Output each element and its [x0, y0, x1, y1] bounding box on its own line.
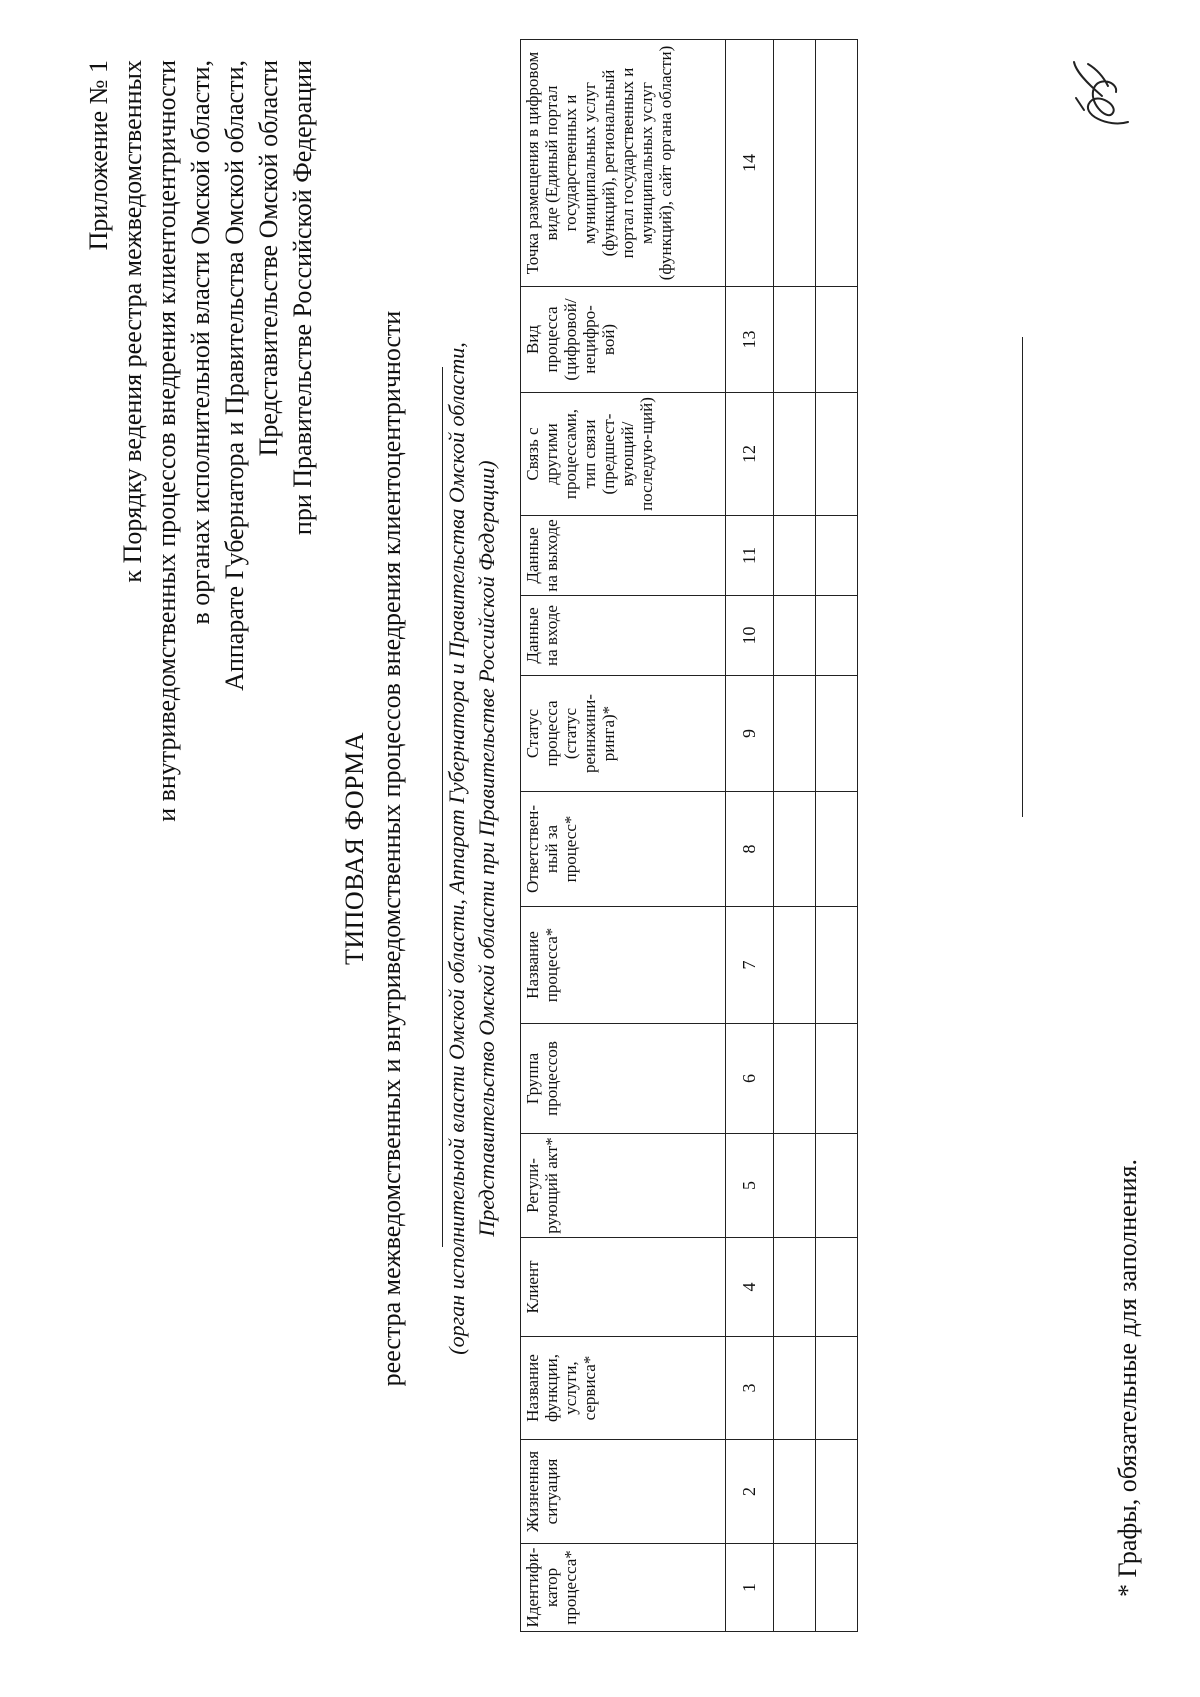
column-number: 4 — [726, 1238, 774, 1337]
header-cell: Ответствен-ный за процесс* — [521, 792, 726, 907]
empty-cell — [774, 676, 816, 792]
empty-cell — [816, 516, 858, 596]
entity-caption: Представительство Омской области при Правительстве Российской Федерации) — [474, 460, 499, 1237]
empty-table-row — [816, 40, 858, 1632]
empty-cell — [816, 1440, 858, 1544]
header-cell: Идентифи-катор процесса* — [521, 1544, 726, 1632]
column-number: 10 — [726, 596, 774, 676]
column-number: 13 — [726, 287, 774, 393]
empty-cell — [774, 287, 816, 393]
column-number: 14 — [726, 40, 774, 287]
empty-cell — [774, 1238, 816, 1337]
handwritten-signature — [1068, 57, 1136, 132]
empty-cell — [816, 393, 858, 516]
header-cell: Данные на выходе — [521, 516, 726, 596]
header-cell: Название процесса* — [521, 907, 726, 1024]
header-cell: Жизненная ситуация — [521, 1440, 726, 1544]
header-cell: Клиент — [521, 1238, 726, 1337]
separator-line — [1022, 337, 1023, 817]
empty-cell — [816, 792, 858, 907]
header-cell: Связь с другими процессами, тип связи (предшест-вующий/ последую-щий) — [521, 393, 726, 516]
header-cell: Точка размещения в цифровом виде (Единый портал государственных и муниципальных услуг (функций), региональный портал государственных и муниципальных услуг (функций), сайт органа области) — [521, 40, 726, 287]
empty-cell — [774, 792, 816, 907]
empty-cell — [774, 1024, 816, 1134]
empty-cell — [816, 1024, 858, 1134]
header-cell: Группа процессов — [521, 1024, 726, 1134]
empty-cell — [816, 40, 858, 287]
table-header-row — [521, 40, 726, 1632]
empty-cell — [774, 1134, 816, 1238]
annex-header — [82, 60, 320, 980]
empty-table-row — [774, 40, 816, 1632]
empty-cell — [774, 1440, 816, 1544]
column-number: 3 — [726, 1337, 774, 1440]
empty-cell — [816, 1544, 858, 1632]
form-subtitle: реестра межведомственных и внутриведомственных процессов внедрения клиентоцентричности — [377, 310, 406, 1387]
empty-cell — [816, 1337, 858, 1440]
header-cell: Данные на входе — [521, 596, 726, 676]
entity-fill-line — [442, 367, 443, 1247]
header-cell: Вид процесса (цифровой/ нецифро-вой) — [521, 287, 726, 393]
annex-line: Представительстве Омской области — [254, 60, 283, 457]
column-number-row — [726, 40, 774, 1632]
header-cell: Регули-рующий акт* — [521, 1134, 726, 1238]
empty-cell — [816, 287, 858, 393]
empty-cell — [774, 516, 816, 596]
annex-line: в органах исполнительной власти Омской области, — [186, 60, 215, 625]
column-number: 1 — [726, 1544, 774, 1632]
empty-cell — [774, 393, 816, 516]
empty-cell — [774, 40, 816, 287]
column-number: 11 — [726, 516, 774, 596]
column-number: 5 — [726, 1134, 774, 1238]
entity-caption: (орган исполнительной власти Омской области, Аппарат Губернатора и Правительства Омской области, — [444, 342, 469, 1355]
empty-cell — [816, 676, 858, 792]
header-cell: Статус процесса (статус реинжини-ринга)* — [521, 676, 726, 792]
column-number: 6 — [726, 1024, 774, 1134]
form-title: ТИПОВАЯ ФОРМА — [340, 731, 369, 966]
footnote: * Графы, обязательные для заполнения. — [1113, 1158, 1142, 1597]
empty-cell — [774, 596, 816, 676]
column-number: 2 — [726, 1440, 774, 1544]
empty-cell — [816, 907, 858, 1024]
empty-cell — [774, 1337, 816, 1440]
annex-line: Приложение № 1 — [84, 60, 113, 251]
annex-line: и внутриведомственных процессов внедрения клиентоцентричности — [152, 60, 181, 822]
empty-cell — [816, 1134, 858, 1238]
annex-line: Аппарате Губернатора и Правительства Омской области, — [220, 60, 249, 691]
column-number: 8 — [726, 792, 774, 907]
annex-line: к Порядку ведения реестра межведомственных — [118, 60, 147, 583]
annex-line: при Правительстве Российской Федерации — [288, 60, 317, 536]
empty-cell — [816, 1238, 858, 1337]
column-number: 7 — [726, 907, 774, 1024]
register-table — [520, 39, 858, 1632]
empty-cell — [816, 596, 858, 676]
empty-cell — [774, 1544, 816, 1632]
column-number: 9 — [726, 676, 774, 792]
empty-cell — [774, 907, 816, 1024]
header-cell: Название функции, услуги, сервиса* — [521, 1337, 726, 1440]
column-number: 12 — [726, 393, 774, 516]
